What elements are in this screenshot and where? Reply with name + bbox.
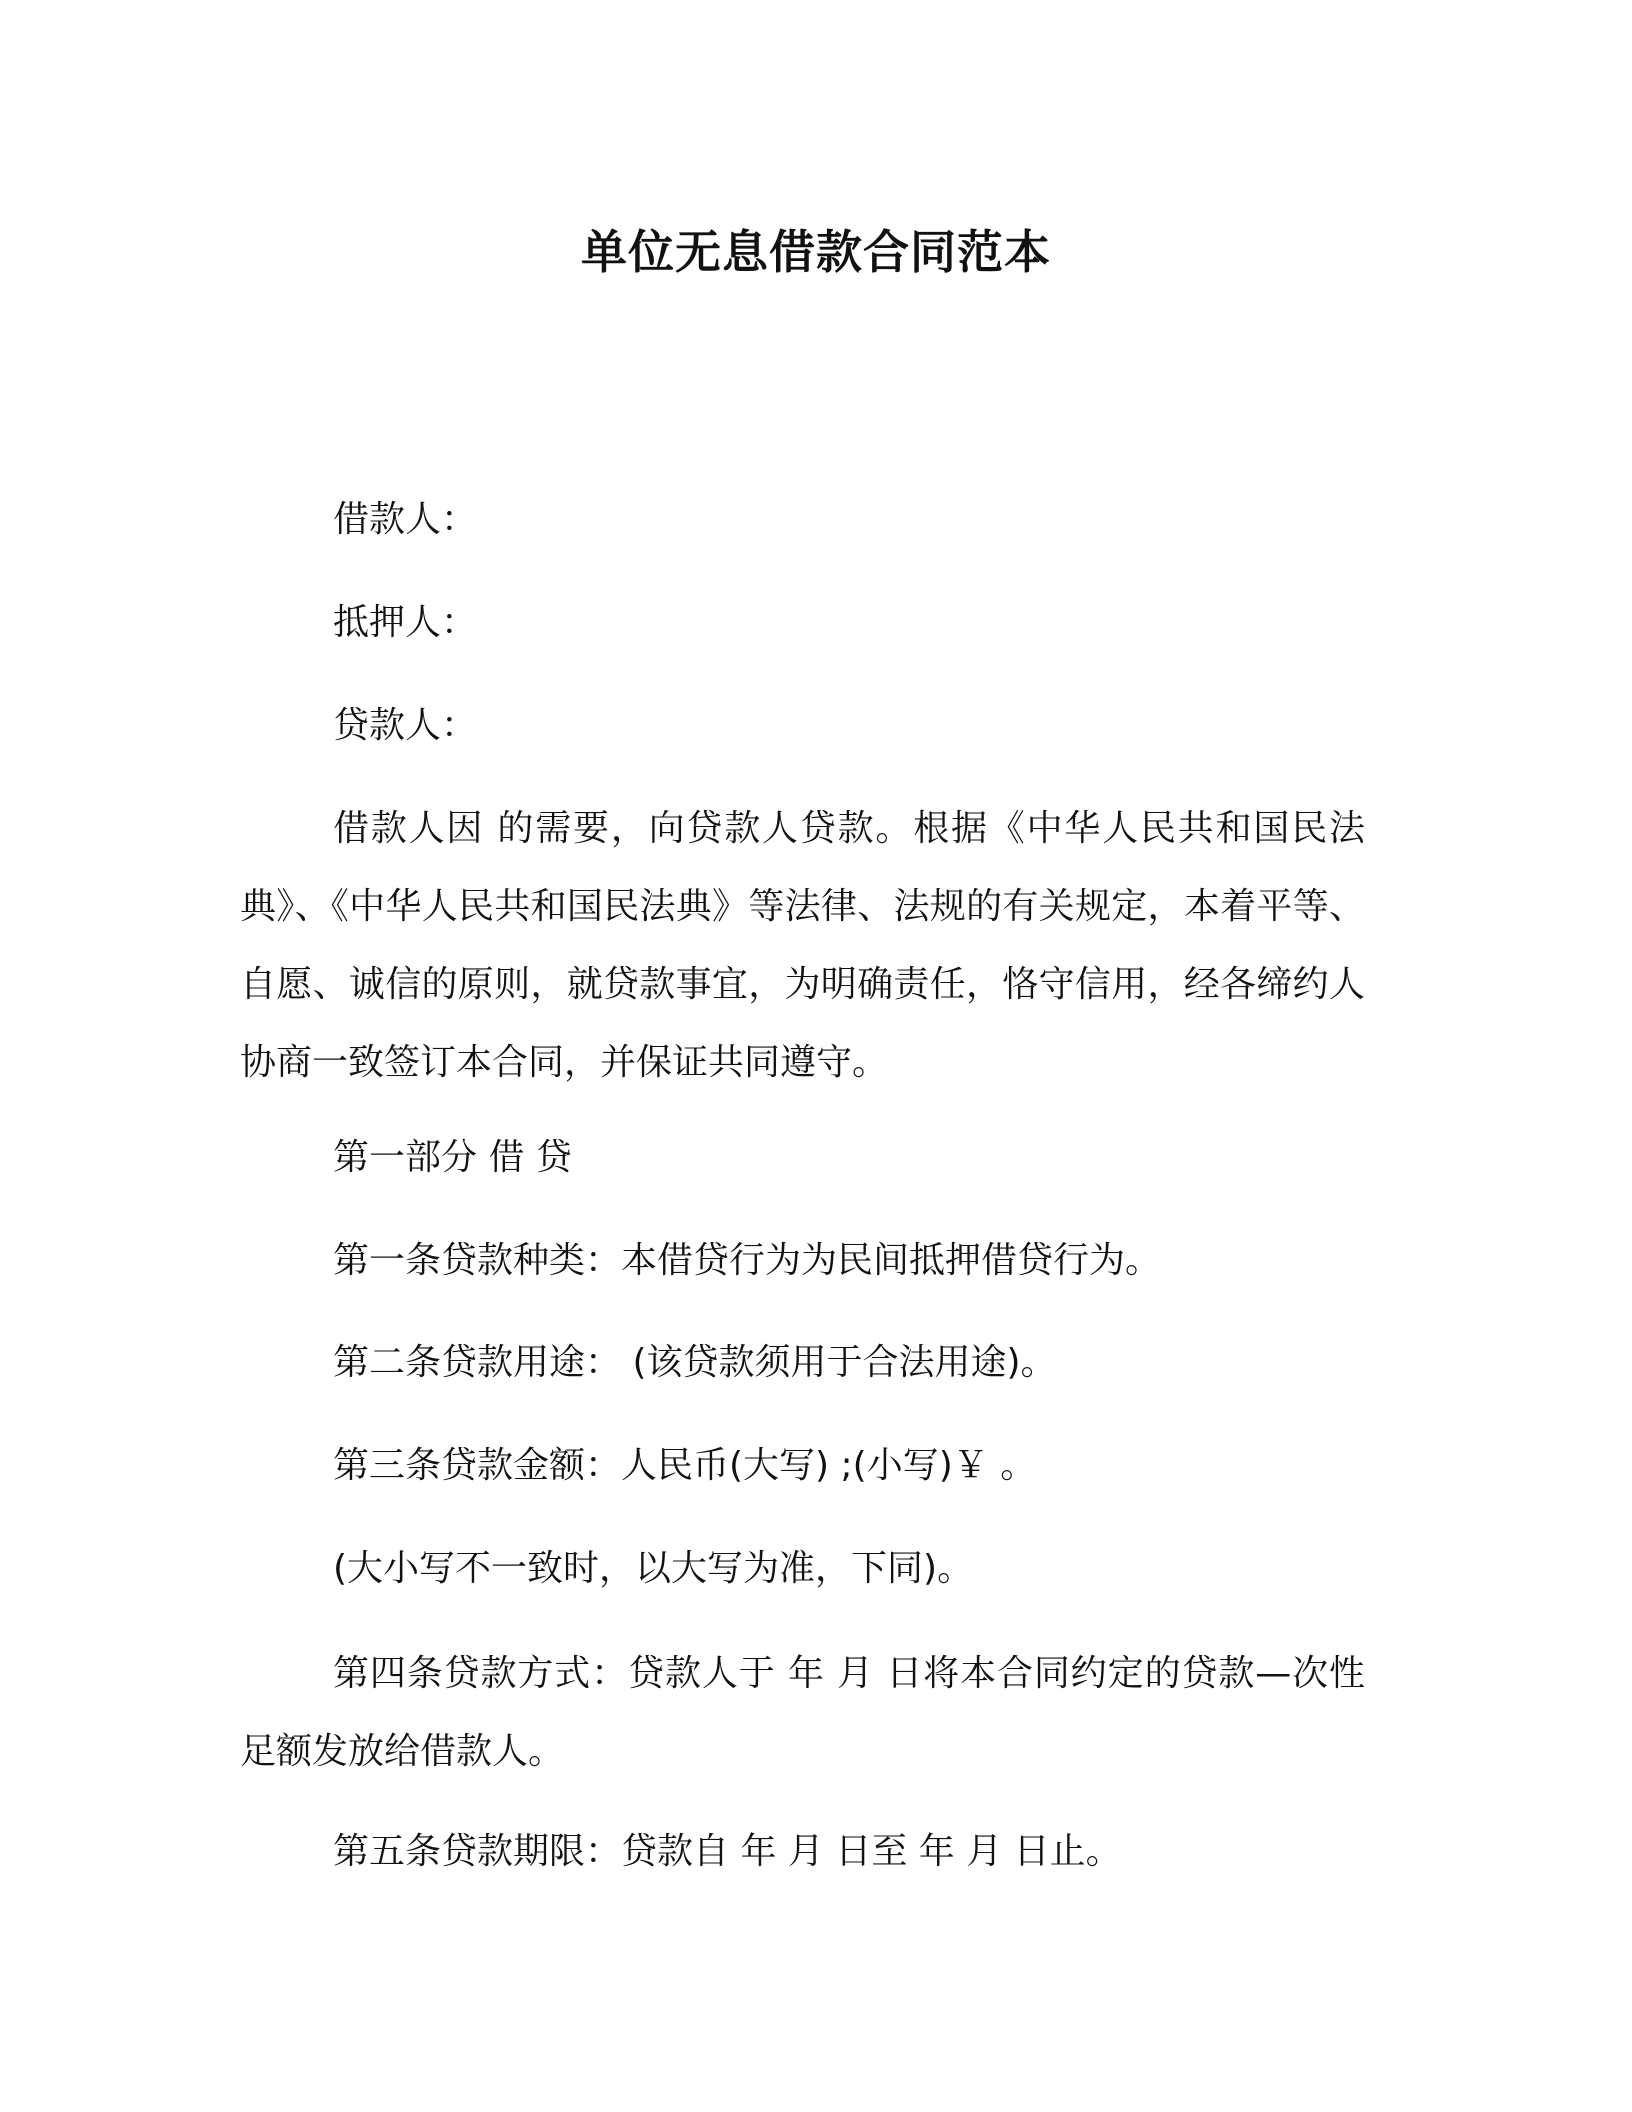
- article-3: 第三条贷款金额：人民币(大写) ;(小写)￥ 。: [333, 1445, 1037, 1486]
- borrower-field: 借款人：: [333, 499, 478, 540]
- article-5: 第五条贷款期限：贷款自 年 月 日至 年 月 日止。: [333, 1831, 1122, 1872]
- mortgagor-field: 抵押人：: [333, 602, 478, 643]
- preamble-paragraph: 借款人因 的需要，向贷款人贷款。根据《中华人民共和国民法典》、《中华人民共和国民法典》等法律、法规的有关规定，本着平等、自愿、诚信的原则，就贷款事宜，为明确责任，恪守信用，经各缔约人协商一致签订本合同，并保证共同遵守。: [240, 808, 1365, 1083]
- article-2: 第二条贷款用途： (该贷款须用于合法用途)。: [333, 1342, 1057, 1383]
- article-4: 第四条贷款方式：贷款人于 年 月 日将本合同约定的贷款—次性足额发放给借款人。: [240, 1653, 1365, 1772]
- lender-field: 贷款人：: [333, 705, 478, 746]
- document-title: 单位无息借款合同范本: [581, 225, 1051, 279]
- article-1: 第一条贷款种类：本借贷行为为民间抵押借贷行为。: [333, 1240, 1162, 1281]
- part-one-heading: 第一部分 借 贷: [333, 1137, 572, 1178]
- article-3-note: (大小写不一致时，以大写为准，下同)。: [333, 1548, 974, 1589]
